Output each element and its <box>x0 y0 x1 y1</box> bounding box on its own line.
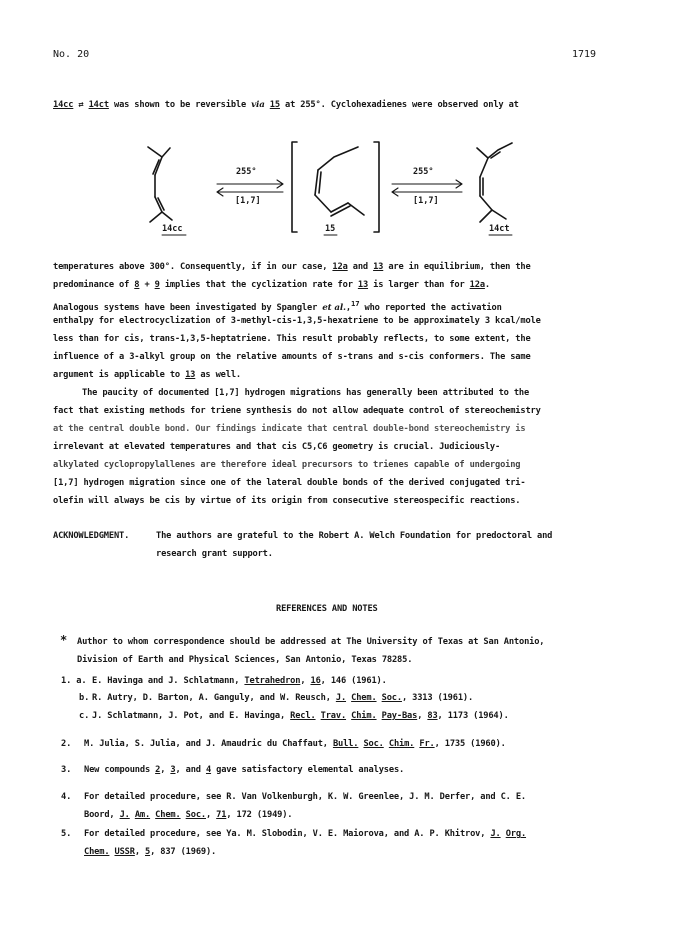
journal-name: Trav. <box>320 711 347 721</box>
compound-ref: 14ct <box>88 100 109 110</box>
text-run: , 146 (1961). <box>320 676 387 686</box>
reference-number: b. <box>79 693 90 703</box>
volume-number: 83 <box>427 711 438 721</box>
text-run: predominance of <box>53 280 135 290</box>
reference-number: c. <box>79 711 90 721</box>
equilibrium-arrow-right <box>392 180 462 196</box>
reference-line: Author to whom correspondence should be addressed at The University of Texas at San Antonio, <box>77 637 545 647</box>
compound-ref: 13 <box>373 262 384 272</box>
arrow-temp-left: 255° <box>236 167 257 177</box>
journal-name: Bull. <box>332 739 359 749</box>
text-run: J. Schlatmann, J. Pot, and E. Havinga, <box>92 711 291 721</box>
compound-ref: 3 <box>170 765 176 775</box>
body-line: fact that existing methods for triene synthesis do not allow adequate control of stereochemistry <box>53 406 541 416</box>
journal-name: Tetrahedron <box>244 676 301 686</box>
reference-line <box>92 676 387 687</box>
volume-number: 5 <box>145 847 151 857</box>
text-run: , 172 (1949). <box>226 810 293 820</box>
structure-14ct <box>477 143 512 222</box>
body-line: alkylated cyclopropylallenes are therefore ideal precursors to trienes capable of undergoing <box>53 460 521 470</box>
text-run: , <box>417 711 428 721</box>
text-run: are in equilibrium, then the <box>383 262 531 272</box>
text-run: at 255°. Cyclohexadienes were observed only at <box>279 100 519 110</box>
volume-number: 16 <box>310 676 321 686</box>
text-run: , <box>300 676 311 686</box>
structure-14cc <box>148 147 172 222</box>
journal-name: Org. <box>505 829 527 839</box>
body-line: The paucity of documented [1,7] hydrogen migrations has generally been attributed to the <box>82 388 530 398</box>
text-run: who reported the activation <box>359 302 502 313</box>
journal-name: Chem. <box>84 847 110 857</box>
text-run: Boord, <box>84 810 120 820</box>
text-run: , 1173 (1964). <box>437 711 509 721</box>
compound-ref: 12a <box>469 280 485 290</box>
text-run: R. Autry, D. Barton, A. Ganguly, and W. Reusch, <box>92 693 336 703</box>
body-line: at the central double bond. Our findings indicate that central double-bond stereochemistry is <box>53 424 526 434</box>
text-run: Analogous systems have been investigated by Spangler <box>53 302 323 313</box>
journal-name: Pay-Bas <box>381 711 418 721</box>
text-run: E. Havinga and J. Schlatmann, <box>92 676 245 686</box>
volume-number: 71 <box>216 810 227 820</box>
text-run: , 1735 (1960). <box>434 739 506 749</box>
body-line: enthalpy for electrocyclization of 3-methyl-cis-1,3,5-hexatriene to be approximately 3 kcal/mole <box>53 316 541 326</box>
arrow-shift-right: [1,7] <box>413 196 439 206</box>
text-run: gave satisfactory elemental analyses. <box>211 765 405 775</box>
journal-name: Chim. <box>351 711 377 721</box>
text-run: , <box>160 765 171 775</box>
page-number: 1719 <box>572 49 597 60</box>
text-run: , <box>345 302 351 313</box>
journal-name: Soc. <box>185 810 206 820</box>
reference-line <box>84 847 216 858</box>
reference-line <box>84 810 292 821</box>
journal-issue: No. 20 <box>53 49 90 60</box>
acknowledgment-label: ACKNOWLEDGMENT. <box>53 531 130 541</box>
reference-line <box>92 693 473 704</box>
text-run: implies that the cyclization rate for <box>159 280 358 290</box>
compound-ref: 8 <box>134 280 140 290</box>
compound-ref: 13 <box>357 280 369 290</box>
compound-label-14cc: 14cc <box>162 224 183 234</box>
text-run: + <box>139 280 155 290</box>
body-line: less than for cis, trans-1,3,5-heptatriene. This result probably reflects, to some extent, the <box>53 334 531 344</box>
text-run: . <box>484 280 490 290</box>
text-run: , <box>134 847 145 857</box>
acknowledgment-text: The authors are grateful to the Robert A. Welch Foundation for predoctoral and <box>156 531 553 541</box>
equilibrium-arrow-left <box>217 180 283 196</box>
journal-name: Fr. <box>419 739 435 749</box>
compound-label-15: 15 <box>325 224 336 234</box>
text-run: was shown to be reversible <box>108 100 252 110</box>
text-run: , 837 (1969). <box>150 847 217 857</box>
reference-number: 4. <box>61 792 72 802</box>
body-line <box>53 370 241 381</box>
journal-name: Soc. <box>363 739 384 749</box>
body-line <box>53 280 490 291</box>
compound-ref: 4 <box>205 765 212 775</box>
journal-name: Chim. <box>388 739 415 749</box>
reference-line <box>84 765 404 776</box>
text-run: is larger than for <box>368 280 470 290</box>
text-run: , <box>206 810 217 820</box>
arrow-temp-right: 255° <box>413 167 434 177</box>
compound-ref: 14cc <box>53 100 74 110</box>
journal-name: J. <box>335 693 347 703</box>
equilibrium-arrow: ⇄ <box>73 100 89 110</box>
reference-line <box>84 829 526 840</box>
body-line <box>53 298 502 314</box>
body-line: olefin will always be cis by virtue of its origin from consecutive stereospecific reactions. <box>53 496 521 506</box>
journal-name: Recl. <box>290 711 316 721</box>
text-run: as well. <box>195 370 241 380</box>
compound-ref: 2 <box>155 765 161 775</box>
compound-label-14ct: 14ct <box>489 224 510 234</box>
body-line <box>53 262 531 273</box>
structure-15 <box>315 147 364 216</box>
text-run: For detailed procedure, see Ya. M. Slobodin, V. E. Maiorova, and A. P. Khitrov, <box>84 829 491 839</box>
reference-marker: * <box>60 633 68 647</box>
journal-name: Am. <box>134 810 151 820</box>
journal-name: J. <box>490 829 501 839</box>
text-run: , and <box>175 765 206 775</box>
body-line: [1,7] hydrogen migration since one of the lateral double bonds of the derived conjugated tri- <box>53 478 526 488</box>
compound-ref: 9 <box>154 280 160 290</box>
reference-line <box>84 739 506 750</box>
acknowledgment-text: research grant support. <box>156 549 273 559</box>
arrow-shift-left: [1,7] <box>235 196 261 206</box>
reference-line: For detailed procedure, see R. Van Volkenburgh, K. W. Greenlee, J. M. Derfer, and C. E. <box>84 792 526 802</box>
reference-number: 5. <box>61 829 72 839</box>
reference-number: 2. <box>61 739 72 749</box>
body-line: irrelevant at elevated temperatures and that cis C5,C6 geometry is crucial. Judiciously- <box>53 442 501 452</box>
text-run: M. Julia, S. Julia, and J. Amaudric du Chaffaut, <box>84 739 333 749</box>
reference-number: 1. a. <box>61 676 87 686</box>
reference-line: Division of Earth and Physical Sciences, San Antonio, Texas 78285. <box>77 655 413 665</box>
compound-ref: 13 <box>185 370 196 380</box>
citation-superscript: 17 <box>350 299 360 308</box>
text-run: argument is applicable to <box>53 370 186 380</box>
body-line: influence of a 3-alkyl group on the relative amounts of s-trans and s-cis conformers. The same <box>53 352 531 362</box>
text-run: , 3313 (1961). <box>401 693 474 703</box>
references-heading: REFERENCES AND NOTES <box>276 604 378 614</box>
text-run: and <box>347 262 374 272</box>
italic-text: via <box>251 100 265 110</box>
compound-ref: 12a <box>332 262 348 272</box>
compound-ref: 15 <box>269 100 280 110</box>
journal-name: Chem. <box>155 810 181 820</box>
journal-name: Soc. <box>381 693 402 703</box>
reference-number: 3. <box>61 765 72 775</box>
text-run: New compounds <box>84 765 156 775</box>
journal-name: J. <box>119 810 130 820</box>
journal-name: USSR <box>114 847 135 857</box>
intermediate-brackets <box>292 142 379 232</box>
text-run: temperatures above 300°. Consequently, if in our case, <box>53 262 333 272</box>
reference-line <box>92 711 509 722</box>
italic-text: et al. <box>322 302 346 313</box>
journal-name: Chem. <box>351 693 377 703</box>
